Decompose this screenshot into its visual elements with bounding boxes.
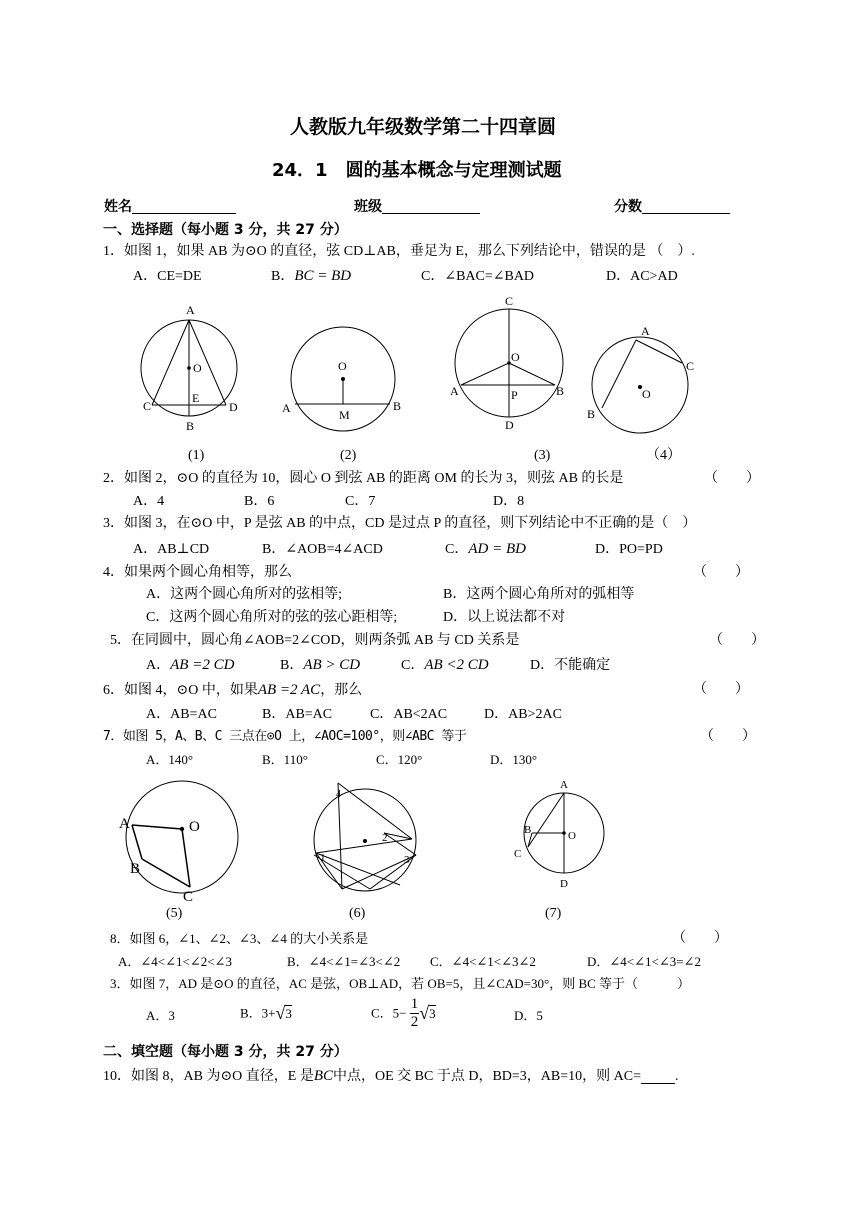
fig5-point-o: O [189,819,200,835]
q10-suffix: 中点，OE 交 BC 于点 D，BD=3，AB=10，则 AC= [333,1069,641,1084]
q9-option-a[interactable]: A．3 [146,1008,175,1023]
q1-option-d[interactable]: D．AC>AD [606,269,678,284]
figure-1 [135,300,245,435]
q2-option-d[interactable]: D．8 [493,494,525,509]
fig7-caption: (7) [545,906,562,921]
q6-stem-suffix: ，那么 [320,683,363,698]
q2-stem: 2．如图 2，⊙O 的直径为 10，圆心 O 到弦 AB 的距离 OM 的长为 3，则弦 AB 的长是 [103,471,624,486]
q10-math: BC [313,1068,334,1084]
fig2-point-b: B [393,399,402,413]
q6-option-b[interactable]: B．AB=AC [262,707,333,722]
q10-prefix: 10．如图 8，AB 为⊙O 直径，E 是 [103,1069,314,1084]
q7-answer-paren[interactable]: （ ） [700,729,756,744]
q3-option-c-label: C． [445,542,469,557]
fig5-caption: (5) [166,906,183,921]
q9-option-c-denominator: 2 [410,1013,419,1030]
score-blank[interactable] [642,199,730,214]
q5-stem: 5．在同圆中，圆心角∠AOB=2∠COD，则两条弧 AB 与 CD 关系是 [110,633,520,648]
fig1-point-b: B [186,419,195,433]
q4-option-a[interactable]: A．这两个圆心角所对的弦相等; [146,587,342,602]
figure-5 [115,775,245,905]
fig7-point-b: B [524,824,532,836]
q4-option-c[interactable]: C．这两个圆心角所对的弦的弦心距相等; [146,610,398,625]
fig2-point-a: A [282,401,291,415]
q9-option-c-numerator: 1 [410,996,419,1012]
q9-option-c-radicand: 3 [429,1005,436,1021]
fig2-point-o: O [338,359,347,373]
q2-option-a[interactable]: A．4 [133,494,165,509]
fig1-caption: (1) [188,448,205,463]
figure-4 [584,320,704,440]
q10-answer-blank[interactable] [641,1070,675,1084]
figure-3 [445,293,575,433]
q7-option-a[interactable]: A．140° [146,752,194,767]
q5-answer-paren[interactable]: （ ） [709,633,765,648]
fig3-point-o: O [511,350,520,364]
q9-option-b-label: B．3+ [240,1005,276,1021]
fig1-point-a: A [186,303,195,317]
q1-stem: 1．如图 1，如果 AB 为⊙O 的直径，弦 CD⊥AB，垂足为 E，那么下列结论中，错误的是 （ ）. [103,244,695,259]
q6-stem [103,683,362,698]
q6-stem-math: AB =2 AC [257,682,321,698]
fig7-point-o: O [568,830,576,842]
q8-answer-paren[interactable]: （ ） [672,931,728,946]
fig3-caption: (3) [534,448,551,463]
fig6-label-4: 4 [336,789,341,800]
q5-option-b-label: B． [280,658,304,673]
class-blank[interactable] [382,199,480,214]
q6-option-c[interactable]: C．AB<2AC [370,707,448,722]
name-field [104,199,236,214]
figure-2 [278,325,408,445]
q6-option-a[interactable]: A．AB=AC [146,707,217,722]
q4-option-d[interactable]: D．以上说法都不对 [443,610,566,625]
q5-option-a-math: AB =2 CD [170,657,235,673]
page-title: 人教版九年级数学第二十四章圆 [290,116,557,138]
fig3-point-a: A [450,384,459,398]
fig4-point-a: A [641,324,650,338]
sqrt-icon: √ [275,1003,286,1023]
q7-option-b[interactable]: B．110° [262,752,308,767]
q5-option-d[interactable]: D．不能确定 [530,658,611,673]
q9-option-d[interactable]: D．5 [514,1008,543,1023]
q6-option-d[interactable]: D．AB>2AC [484,707,562,722]
q3-option-c-math: AD = BD [468,541,526,557]
figure-6 [308,775,428,895]
q5-option-a[interactable] [146,658,234,673]
class-label: 班级 [354,199,382,215]
q9-option-c-fraction [410,996,420,1030]
fig1-point-d: D [229,400,238,414]
q1-option-b[interactable] [271,269,351,284]
fig6-caption: (6) [349,906,366,921]
q1-option-b-math: BC = BD [294,268,352,284]
q9-option-c[interactable] [371,996,436,1030]
q5-option-c-label: C． [401,658,425,673]
fig3-point-d: D [505,418,514,432]
q1-option-a[interactable]: A．CE=DE [133,269,202,284]
q5-option-b[interactable] [280,658,360,673]
q5-option-a-label: A． [146,658,171,673]
q9-stem: 3．如图 7，AD 是⊙O 的直径，AC 是弦，OB⊥AD，若 OB=5，且∠CAD=30°，则 BC 等于（ ） [110,976,691,991]
name-label: 姓名 [104,199,132,215]
q8-option-a[interactable]: A．∠4<∠1<∠2<∠3 [118,954,232,969]
q7-option-d[interactable]: D．130° [490,752,538,767]
fig6-label-1: 1 [320,852,326,864]
q8-stem: 8．如图 6，∠1、∠2、∠3、∠4 的大小关系是 [110,931,369,946]
fig5-point-a: A [119,816,130,832]
score-label: 分数 [614,199,642,215]
q10-end: . [675,1069,679,1084]
q2-option-c[interactable]: C．7 [345,494,376,509]
fig3-point-p: P [511,388,518,402]
fig3-point-c: C [505,294,514,308]
q5-option-c-math: AB <2 CD [424,657,489,673]
fig2-caption: (2) [340,448,357,463]
fig1-point-c: C [143,399,152,413]
fig1-point-o: O [193,361,202,375]
q5-option-c[interactable] [401,658,489,673]
fig7-point-a: A [560,779,568,791]
q3-option-d[interactable]: D．PO=PD [595,542,663,557]
q3-option-b[interactable]: B．∠AOB=4∠ACD [262,542,383,557]
section2-heading: 二、填空题（每小题 3 分，共 27 分） [103,1044,348,1060]
q10-stem [103,1069,679,1084]
fig6-label-2: 2 [382,832,388,844]
q6-answer-paren[interactable]: （ ） [693,682,749,697]
q7-stem: 7．如图 5，A、B、C 三点在⊙O 上，∠AOC=100°，则∠ABC 等于 [103,729,467,744]
figure-7 [510,775,620,895]
fig5-point-c: C [183,889,194,905]
q4-option-b[interactable]: B．这两个圆心角所对的弧相等 [443,587,635,602]
q5-option-b-math: AB > CD [303,657,361,673]
page-subtitle: 24．1 圆的基本概念与定理测试题 [272,160,562,181]
fig3-point-b: B [556,384,565,398]
q9-option-b-radicand: 3 [285,1005,292,1021]
fig7-point-d: D [560,878,568,890]
q2-option-b[interactable]: B．6 [244,494,275,509]
q8-option-c[interactable]: C．∠4<∠1<∠3∠2 [430,954,536,969]
q1-option-b-label: B． [271,269,295,284]
q8-option-b[interactable]: B．∠4<∠1=∠3<∠2 [287,954,401,969]
fig1-point-e: E [192,391,200,405]
fig5-point-b: B [130,861,141,877]
sqrt-icon: √ [419,1003,430,1023]
q3-stem: 3．如图 3，在⊙O 中，P 是弦 AB 的中点，CD 是过点 P 的直径，则下列结论中不正确的是（ ） [103,516,697,531]
q4-stem: 4．如果两个圆心角相等，那么 [103,565,292,580]
fig2-point-m: M [339,408,350,422]
q1-option-c[interactable]: C．∠BAC=∠BAD [421,269,535,284]
q7-option-c[interactable]: C．120° [376,752,423,767]
q6-stem-prefix: 6．如图 4，⊙O 中，如果 [103,683,258,698]
q3-option-a[interactable]: A．AB⊥CD [133,542,210,557]
fig4-caption: （4） [646,448,681,463]
fig4-point-c: C [686,359,695,373]
q4-answer-paren[interactable]: （ ） [693,565,749,580]
name-blank[interactable] [132,199,236,214]
section1-heading: 一、选择题（每小题 3 分，共 27 分） [103,222,348,238]
q3-option-c[interactable] [445,542,526,557]
fig6-label-3: 3 [404,854,410,866]
fig7-point-c: C [514,848,522,860]
q9-option-c-label: C．5− [371,1005,407,1021]
q9-option-b[interactable] [240,1004,292,1022]
fig4-point-o: O [642,387,651,401]
fig4-point-b: B [587,407,596,421]
score-field [614,199,730,214]
q8-option-d[interactable]: D．∠4<∠1<∠3=∠2 [587,954,701,969]
class-field [354,199,480,214]
q2-answer-paren[interactable]: （ ） [704,471,760,486]
